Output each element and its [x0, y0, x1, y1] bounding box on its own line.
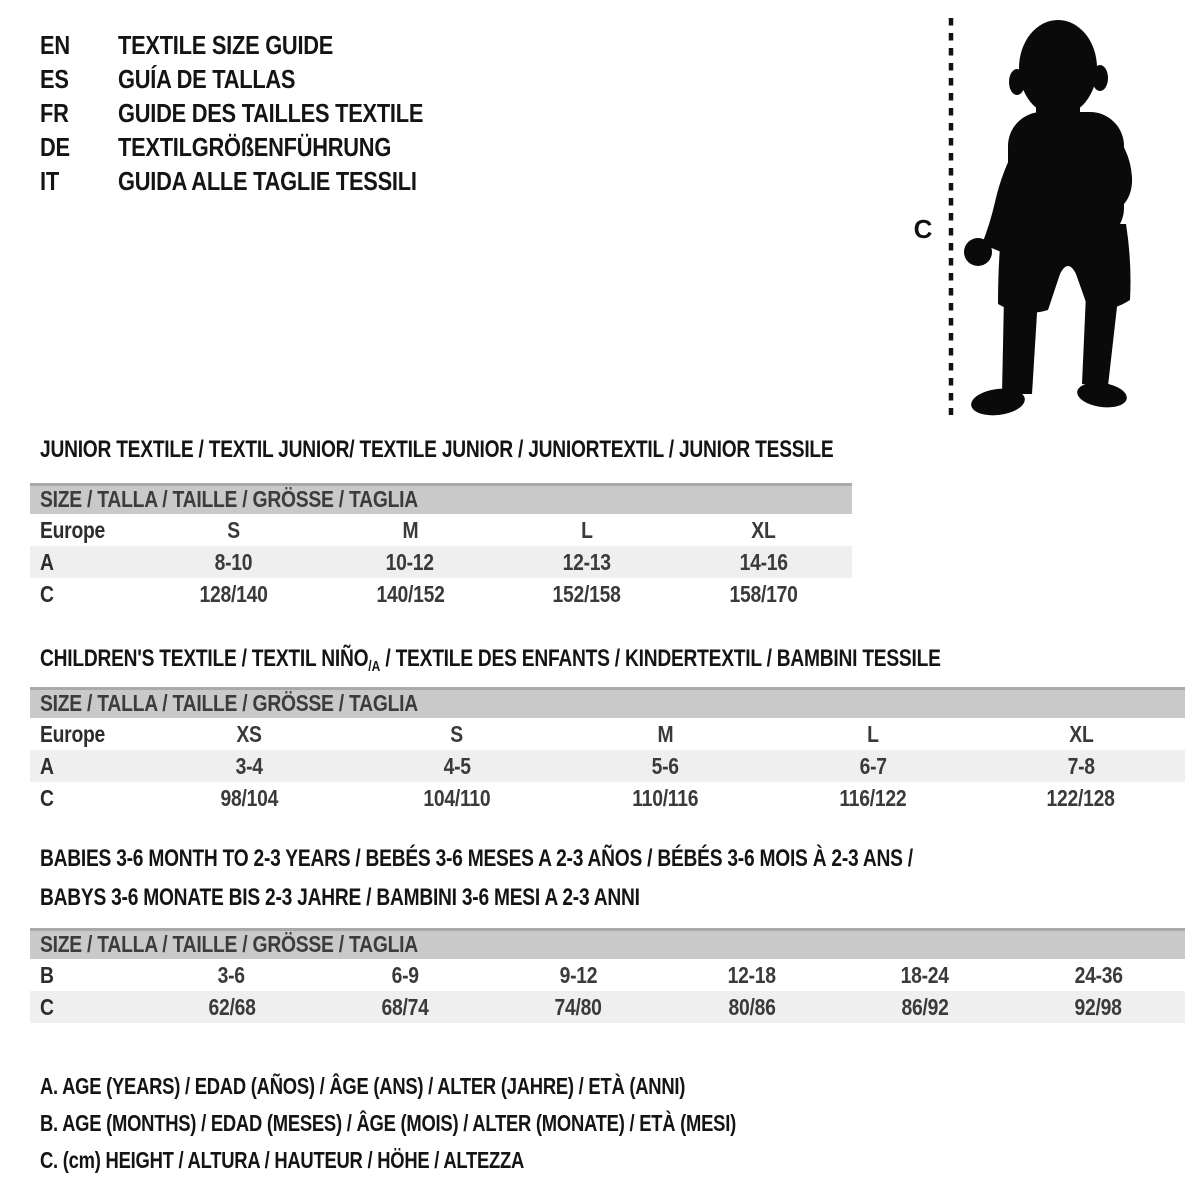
- language-title: GUÍA DE TALLAS: [118, 64, 296, 94]
- language-title: TEXTILGRÖßENFÜHRUNG: [118, 132, 392, 162]
- size-value: 10-12: [386, 549, 435, 575]
- row-label: B: [40, 962, 54, 988]
- size-value: XL: [1068, 721, 1094, 747]
- section-babies-heading-line2: BABYS 3-6 MONATE BIS 2-3 JAHRE / BAMBINI 3-6 MESI A 2-3 ANNI: [40, 884, 640, 911]
- row-label: A: [40, 753, 54, 779]
- language-title-list: [40, 28, 481, 198]
- size-value: 3-6: [218, 962, 246, 988]
- row-label: C: [40, 581, 54, 607]
- table-row: [30, 959, 1185, 991]
- language-code: DE: [40, 132, 70, 162]
- size-value: 116/122: [839, 785, 907, 811]
- size-value: 14-16: [739, 549, 788, 575]
- language-row: [40, 62, 481, 96]
- language-title: TEXTILE SIZE GUIDE: [118, 30, 334, 60]
- size-value: S: [450, 721, 464, 747]
- language-code: ES: [40, 64, 69, 94]
- size-value: 98/104: [220, 785, 278, 811]
- size-value: 110/116: [632, 785, 698, 811]
- size-value: 24-36: [1074, 962, 1123, 988]
- size-value: 74/80: [554, 994, 602, 1020]
- size-value: 6-9: [391, 962, 419, 988]
- language-title: GUIDA ALLE TAGLIE TESSILI: [118, 166, 417, 196]
- size-value: 5-6: [651, 753, 679, 779]
- table-row: [30, 718, 1185, 750]
- language-row: [40, 96, 481, 130]
- junior-size-table: [30, 483, 852, 610]
- row-label: C: [40, 785, 54, 811]
- table-header: SIZE / TALLA / TAILLE / GRÖSSE / TAGLIA: [30, 687, 1185, 718]
- table-row: [30, 514, 852, 546]
- size-value: 62/68: [208, 994, 256, 1020]
- section-junior-heading: JUNIOR TEXTILE / TEXTIL JUNIOR/ TEXTILE JUNIOR / JUNIORTEXTIL / JUNIOR TESSILE: [40, 436, 834, 463]
- size-value: 9-12: [559, 962, 598, 988]
- row-label: Europe: [40, 721, 106, 747]
- legend-line-b: B. AGE (MONTHS) / EDAD (MESES) / ÂGE (MOIS) / ALTER (MONATE) / ETÀ (MESI): [40, 1110, 736, 1136]
- size-value: S: [227, 517, 240, 543]
- size-value: 140/152: [376, 581, 445, 607]
- size-value: XS: [236, 721, 262, 747]
- language-code: EN: [40, 30, 70, 60]
- language-row: [40, 164, 481, 198]
- table-row: [30, 750, 1185, 782]
- legend: [40, 1068, 910, 1179]
- row-label: C: [40, 994, 54, 1020]
- size-value: 8-10: [214, 549, 253, 575]
- size-value: 3-4: [235, 753, 263, 779]
- size-value: L: [581, 517, 593, 543]
- size-value: M: [402, 517, 419, 543]
- section-children-heading: CHILDREN'S TEXTILE / TEXTIL $NIÑO_{/A}$ / TEXTILE DES ENFANTS / KINDERTEXTIL / BAMBINI TESSILE: [40, 645, 941, 675]
- size-value: M: [657, 721, 673, 747]
- size-value: 86/92: [901, 994, 949, 1020]
- language-title: GUIDE DES TAILLES TEXTILE: [118, 98, 424, 128]
- section-babies-heading-line1: BABIES 3-6 MONTH TO 2-3 YEARS / BEBÉS 3-6 MESES A 2-3 AÑOS / BÉBÉS 3-6 MOIS À 2-3 ANS /: [40, 845, 913, 872]
- language-row: [40, 130, 481, 164]
- size-value: 152/158: [552, 581, 621, 607]
- size-value: 4-5: [443, 753, 471, 779]
- size-value: 68/74: [381, 994, 429, 1020]
- size-value: XL: [751, 517, 776, 543]
- size-value: 128/140: [199, 581, 268, 607]
- size-value: 6-7: [859, 753, 887, 779]
- size-value: 12-13: [562, 549, 611, 575]
- table-row: [30, 991, 1185, 1023]
- row-label: A: [40, 549, 54, 575]
- language-code: FR: [40, 98, 69, 128]
- row-label: Europe: [40, 517, 106, 543]
- size-value: 104/110: [423, 785, 491, 811]
- size-value: L: [867, 721, 879, 747]
- size-value: 122/128: [1046, 785, 1116, 811]
- table-row: [30, 578, 852, 610]
- table-header: SIZE / TALLA / TAILLE / GRÖSSE / TAGLIA: [30, 928, 1185, 959]
- size-value: 7-8: [1067, 753, 1095, 779]
- language-code: IT: [40, 166, 59, 196]
- babies-size-table: [30, 928, 1185, 1023]
- legend-line-a: A. AGE (YEARS) / EDAD (AÑOS) / ÂGE (ANS) / ALTER (JAHRE) / ETÀ (ANNI): [40, 1073, 686, 1099]
- toddler-silhouette-icon: [940, 12, 1200, 422]
- children-size-table: [30, 687, 1185, 814]
- size-value: 18-24: [900, 962, 950, 988]
- legend-line-c: C. (cm) HEIGHT / ALTURA / HAUTEUR / HÖHE / ALTEZZA: [40, 1147, 525, 1173]
- table-header: SIZE / TALLA / TAILLE / GRÖSSE / TAGLIA: [30, 483, 852, 514]
- height-label: C: [913, 214, 933, 244]
- height-figure: [908, 10, 1200, 424]
- table-row: [30, 782, 1185, 814]
- table-row: [30, 546, 852, 578]
- size-value: 80/86: [728, 994, 776, 1020]
- size-value: 12-18: [727, 962, 776, 988]
- size-value: 92/98: [1074, 994, 1122, 1020]
- language-row: [40, 28, 481, 62]
- toddler-silhouette: [964, 20, 1132, 418]
- size-value: 158/170: [729, 581, 798, 607]
